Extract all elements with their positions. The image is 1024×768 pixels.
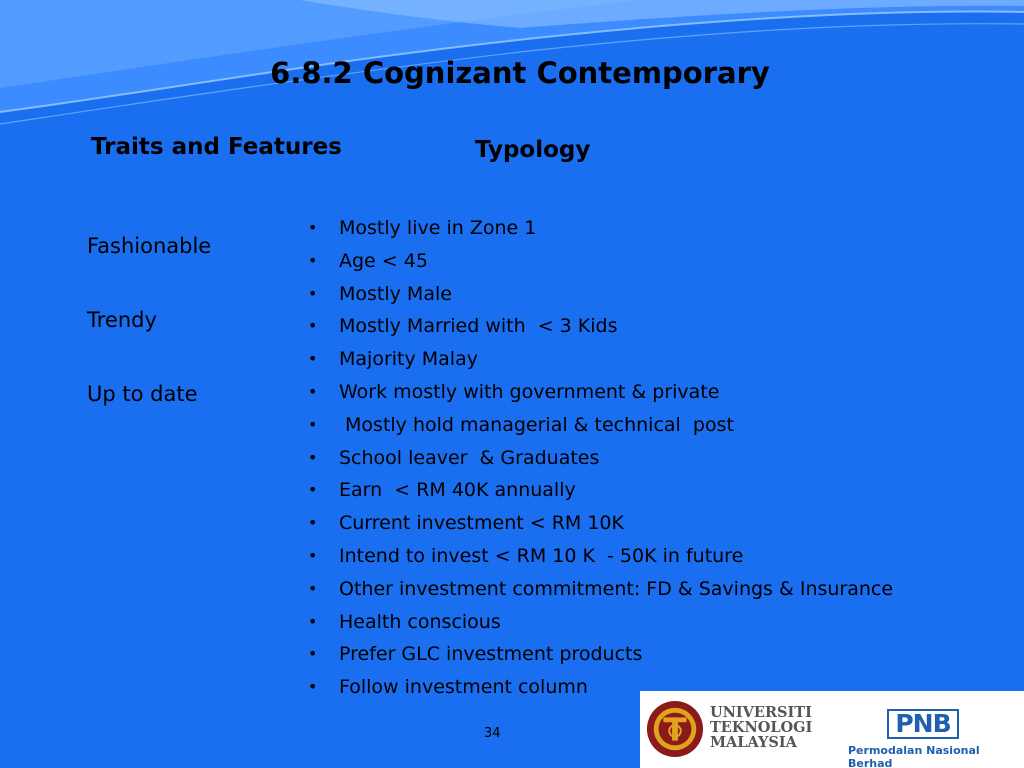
bullet-icon: • xyxy=(308,545,318,565)
bullet-icon: • xyxy=(308,578,318,598)
typology-item-text: Work mostly with government & private xyxy=(339,380,720,403)
typology-item-text: Age < 45 xyxy=(339,249,428,272)
bullet-icon: • xyxy=(308,414,318,434)
typology-item xyxy=(308,312,893,345)
bullet-icon: • xyxy=(308,218,318,237)
trait-item: Up to date xyxy=(87,382,198,406)
slide-title: 6.8.2 Cognizant Contemporary xyxy=(270,56,770,90)
pnb-logo-mark: PNB xyxy=(887,709,959,739)
typology-item xyxy=(308,214,893,247)
utm-line: UNIVERSITI xyxy=(710,704,812,721)
traits-heading: Traits and Features xyxy=(91,134,342,160)
typology-item xyxy=(308,345,893,378)
typology-item-text: Majority Malay xyxy=(339,348,478,371)
typology-item-text: School leaver & Graduates xyxy=(339,446,600,469)
typology-item-text: Follow investment column xyxy=(339,676,588,699)
traits-list xyxy=(87,232,211,454)
typology-item xyxy=(308,280,893,313)
typology-item-text: Prefer GLC investment products xyxy=(339,643,643,666)
bullet-icon: • xyxy=(308,611,318,631)
utm-seal-icon xyxy=(646,699,704,759)
bullet-icon: • xyxy=(308,677,318,697)
typology-item-text: Mostly Married with < 3 Kids xyxy=(339,315,618,338)
bullet-icon: • xyxy=(308,381,318,401)
pnb-logo-name: Permodalan Nasional Berhad xyxy=(848,744,980,768)
typology-list xyxy=(308,214,893,706)
trait-item: Trendy xyxy=(87,308,157,332)
typology-heading: Typology xyxy=(475,137,591,163)
typology-item-text: Earn < RM 40K annually xyxy=(339,479,576,502)
typology-item xyxy=(308,509,893,542)
utm-line: MALAYSIA xyxy=(710,734,797,751)
typology-item xyxy=(308,378,893,411)
typology-item xyxy=(308,608,893,641)
bullet-icon: • xyxy=(308,644,318,664)
bullet-icon: • xyxy=(308,250,318,270)
page-number: 34 xyxy=(484,726,501,741)
typology-item-text: Health conscious xyxy=(339,610,501,633)
logo-bar xyxy=(640,691,1024,768)
typology-item-text: Mostly Male xyxy=(339,282,452,305)
typology-item-text: Current investment < RM 10K xyxy=(339,512,624,535)
bullet-icon: • xyxy=(308,316,318,336)
bullet-icon: • xyxy=(308,283,318,303)
bullet-icon: • xyxy=(308,349,318,369)
typology-item-text: Intend to invest < RM 10 K - 50K in future xyxy=(339,544,744,567)
bullet-icon: • xyxy=(308,480,318,500)
bullet-icon: • xyxy=(308,513,318,533)
utm-line: TEKNOLOGI xyxy=(710,719,813,736)
typology-item-text: Mostly live in Zone 1 xyxy=(339,217,537,239)
trait-item: Fashionable xyxy=(87,234,212,258)
typology-item xyxy=(308,247,893,280)
typology-item xyxy=(308,640,893,673)
typology-item xyxy=(308,575,893,608)
typology-item xyxy=(308,444,893,477)
typology-item xyxy=(308,411,893,444)
typology-item xyxy=(308,542,893,575)
typology-item xyxy=(308,476,893,509)
bullet-icon: • xyxy=(308,447,318,467)
typology-item-text: Other investment commitment: FD & Savings & Insurance xyxy=(339,577,894,600)
typology-item-text: Mostly hold managerial & technical post xyxy=(339,413,734,436)
utm-logo-text xyxy=(710,705,812,750)
